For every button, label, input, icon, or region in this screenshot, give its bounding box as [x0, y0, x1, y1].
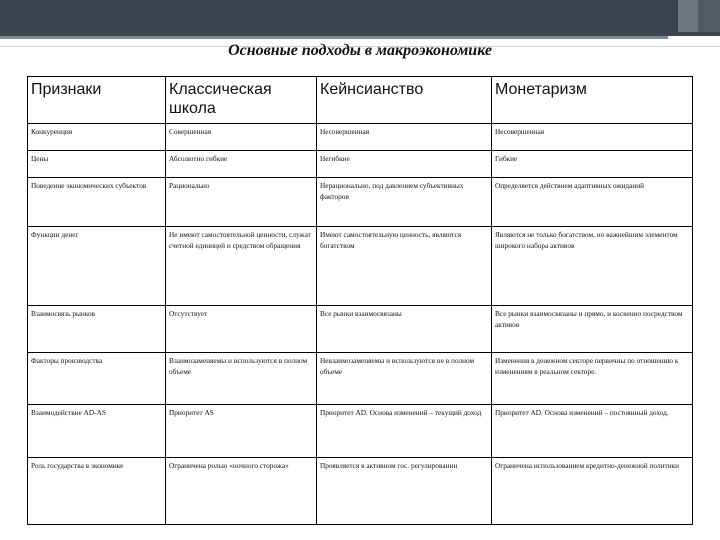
table-cell: Ограничена ролью «ночного сторожа» [166, 458, 317, 525]
table-cell: Негибкие [317, 151, 492, 178]
table-cell: Не имеют самостоятельной ценности, служат счетной единицей и средством обращения [166, 227, 317, 306]
comparison-table [27, 76, 693, 525]
table-cell: Имеют самостоятельную ценность, являются богатством [317, 227, 492, 306]
table-cell: Поведение экономических субъектов [28, 178, 166, 227]
table-row [28, 405, 693, 458]
table-cell: Невзаимозаменяемы и используются не в полном объеме [317, 353, 492, 405]
header-cell: Монетаризм [492, 77, 693, 124]
table-cell: Роль государства в экономике [28, 458, 166, 525]
table-row [28, 306, 693, 353]
table-cell: Приоритет AD. Основа изменений – текущий доход [317, 405, 492, 458]
table-cell: Определяется действием адаптивных ожиданий [492, 178, 693, 227]
slide-header-bar [0, 0, 720, 36]
table-cell: Рационально [166, 178, 317, 227]
table-cell: Конкуренция [28, 124, 166, 151]
table-cell: Отсутствует [166, 306, 317, 353]
header-decoration [678, 0, 698, 32]
table-cell: Функции денег [28, 227, 166, 306]
table-header-row [28, 77, 693, 124]
table-cell: Приоритет AS [166, 405, 317, 458]
table-cell: Являются не только богатством, но важнейшим элементом широкого набора активов [492, 227, 693, 306]
table-cell: Несовершенная [317, 124, 492, 151]
header-cell: Кейнсианство [317, 77, 492, 124]
table-cell: Проявляется в активном гос. регулировании [317, 458, 492, 525]
table-cell: Совершенная [166, 124, 317, 151]
table-row [28, 151, 693, 178]
table-cell: Абсолютно гибкие [166, 151, 317, 178]
table-cell: Гибкие [492, 151, 693, 178]
header-cell: Классическая школа [166, 77, 317, 124]
slide-title: Основные подходы в макроэкономике [228, 42, 492, 59]
table-cell: Цены [28, 151, 166, 178]
table-cell: Несовершенная [492, 124, 693, 151]
table-row [28, 124, 693, 151]
header-cell: Признаки [28, 77, 166, 124]
table-cell: Взаимодействие AD-AS [28, 405, 166, 458]
table-cell: Взаимозаменяемы и используются в полном объеме [166, 353, 317, 405]
table-row [28, 178, 693, 227]
table-cell: Ограничена использованием кредитно-денежной политики [492, 458, 693, 525]
table-cell: Факторы производства [28, 353, 166, 405]
table-row [28, 353, 693, 405]
header-accent-line [0, 36, 668, 39]
table-cell: Все рынки взаимосвязаны и прямо, и косвенно посредством активов [492, 306, 693, 353]
table-row [28, 227, 693, 306]
table-cell: Все рынки взаимосвязаны [317, 306, 492, 353]
table-cell: Нерационально, под давлением субъективных факторов [317, 178, 492, 227]
header-decoration [698, 0, 720, 32]
table-cell: Изменения в денежном секторе первичны по отношению к изменениям в реальном секторе. [492, 353, 693, 405]
table-cell: Взаимосвязь рынков [28, 306, 166, 353]
table-row [28, 458, 693, 525]
table-cell: Приоритет AD. Основа изменений – постоянный доход. [492, 405, 693, 458]
